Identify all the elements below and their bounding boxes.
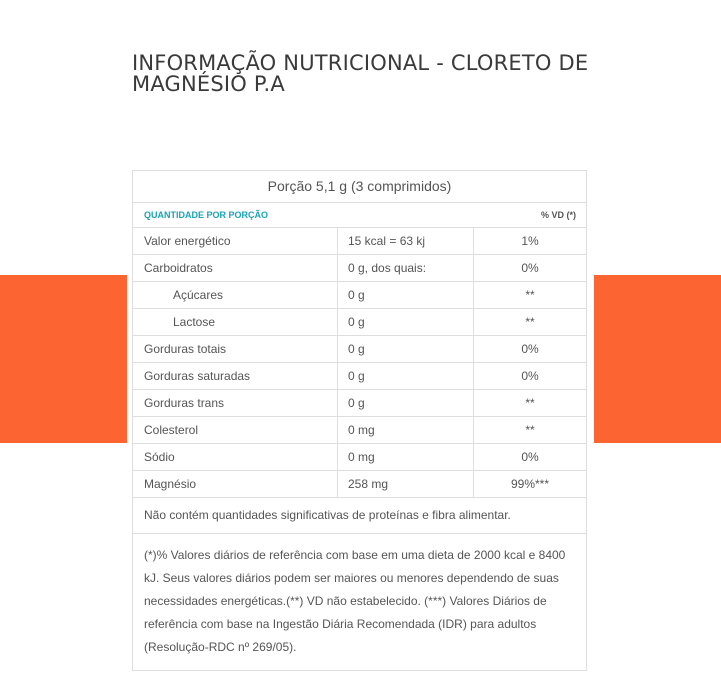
page-title: INFORMAÇÃO NUTRICIONAL - CLORETO DE MAGNÉSIO P.A — [132, 51, 589, 96]
nutrient-amount: 0 mg — [338, 417, 474, 443]
table-row — [133, 228, 586, 255]
table-header — [133, 203, 586, 228]
table-row — [133, 471, 586, 498]
nutrient-amount: 0 g — [338, 336, 474, 362]
nutrient-vd: ** — [525, 423, 535, 437]
nutrient-amount: 0 g — [338, 390, 474, 416]
portion-label: Porção 5,1 g (3 comprimidos) — [133, 171, 586, 203]
footnote: (*)% Valores diários de referência com base em uma dieta de 2000 kcal e 8400 kJ. Seus valores diários podem ser maiores ou menores dependendo de suas necessidades energéticas.(**) VD não estabelecido. (***) Valores Diários de referência com base na Ingestão Diária Recomendada (IDR) para adultos (Resolução-RDC nº 269/05). — [144, 548, 566, 654]
nutrient-vd: 1% — [521, 234, 539, 248]
table-row — [133, 255, 586, 282]
nutrient-name: Açúcares — [133, 282, 338, 308]
nutrient-amount: 15 kcal = 63 kj — [338, 228, 474, 254]
nutrition-note: Não contém quantidades significativas de proteínas e fibra alimentar. — [133, 498, 586, 534]
nutrient-name: Magnésio — [133, 471, 338, 497]
nutrition-table — [132, 170, 587, 671]
nutrient-name: Carboidratos — [133, 255, 338, 281]
nutrient-amount: 0 mg — [338, 444, 474, 470]
table-row — [133, 363, 586, 390]
nutrient-amount: 0 g — [338, 363, 474, 389]
nutrient-name: Gorduras totais — [133, 336, 338, 362]
nutrient-vd: 99%*** — [510, 477, 550, 491]
quantity-header: QUANTIDADE POR PORÇÃO — [144, 210, 269, 220]
nutrient-amount: 0 g — [338, 309, 474, 335]
table-row — [133, 309, 586, 336]
nutrient-vd: ** — [525, 288, 535, 302]
orange-band-left — [0, 275, 127, 443]
nutrient-amount: 0 g — [338, 282, 474, 308]
vd-header: % VD (*) — [540, 210, 576, 220]
nutrient-vd: 0% — [521, 261, 539, 275]
nutrient-name: Valor energético — [133, 228, 338, 254]
nutrient-name: Lactose — [133, 309, 338, 335]
nutrient-amount: 258 mg — [338, 471, 474, 497]
table-row — [133, 417, 586, 444]
nutrient-name: Gorduras saturadas — [133, 363, 338, 389]
table-row — [133, 390, 586, 417]
nutrient-amount: 0 g, dos quais: — [338, 255, 474, 281]
table-row — [133, 336, 586, 363]
nutrient-name: Gorduras trans — [133, 390, 338, 416]
orange-band-right — [594, 275, 721, 443]
table-row — [133, 282, 586, 309]
table-row — [133, 444, 586, 471]
nutrient-vd: 0% — [521, 342, 539, 356]
nutrient-name: Colesterol — [133, 417, 338, 443]
nutrient-name: Sódio — [133, 444, 338, 470]
nutrient-vd: 0% — [521, 369, 539, 383]
nutrient-vd: 0% — [521, 450, 539, 464]
nutrient-vd: ** — [525, 315, 535, 329]
nutrient-vd: ** — [525, 396, 535, 410]
